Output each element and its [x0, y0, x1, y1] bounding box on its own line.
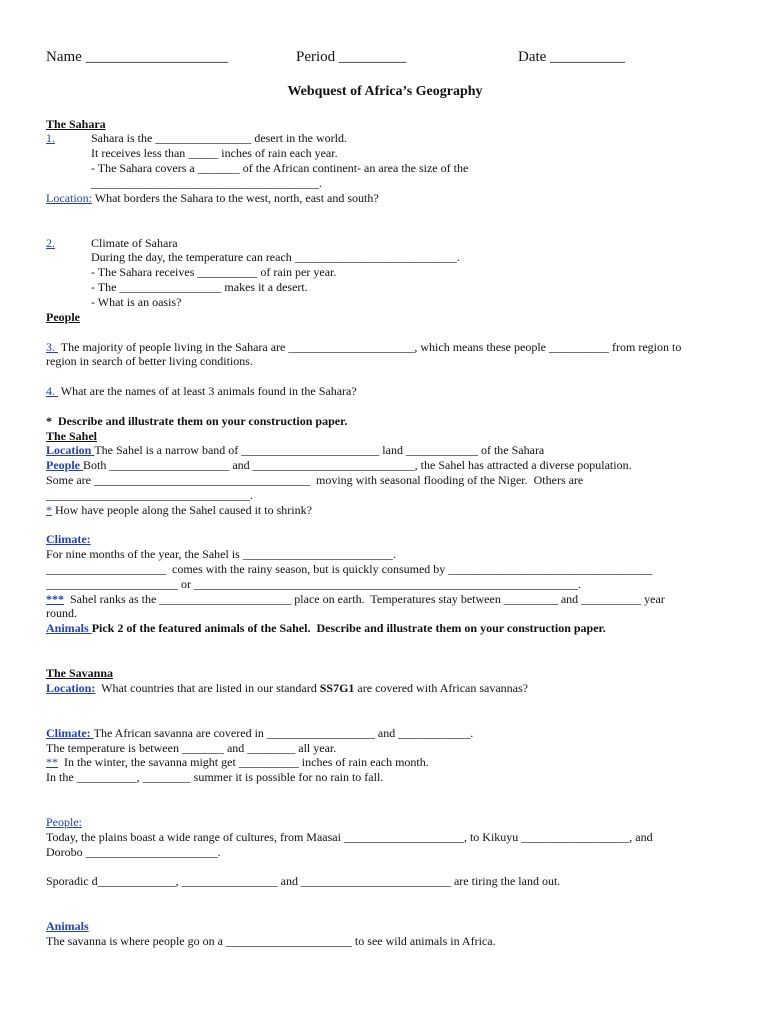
sahara-line-1: Sahara is the ________________ desert in the world.	[91, 131, 347, 145]
climate-line-5: - What is an oasis?	[91, 295, 182, 309]
sahara-line-2: It receives less than _____ inches of rain each year.	[91, 146, 338, 160]
sahel-climate-line-3: ______________________ or ________________________________________________________________.	[46, 577, 581, 591]
name-field-label: Name ___________________	[46, 49, 229, 65]
sahara-location-text: What borders the Sahara to the west, north, east and south?	[91, 191, 379, 205]
savanna-climate-line-4: In the __________, ________ summer it is possible for no rain to fall.	[46, 770, 384, 784]
question-3-number[interactable]: 3.	[46, 340, 58, 354]
sahel-star-link[interactable]: *	[46, 503, 52, 517]
question-2-number[interactable]: 2.	[46, 236, 55, 250]
sahel-people-text: Both ____________________ and ___________________________, the Sahel has attracted a diverse population.	[83, 458, 632, 472]
sahel-location-text: The Sahel is a narrow band of _______________________ land ____________ of the Sahara	[94, 443, 545, 457]
question-3-text: The majority of people living in the Sahara are _____________________, which means these people __________ from region to	[58, 340, 682, 354]
question-4-number[interactable]: 4.	[46, 384, 58, 398]
sahel-people-link[interactable]: People	[46, 458, 83, 472]
savanna-people-line-2: Dorobo ______________________.	[46, 845, 221, 859]
question-4-text: What are the names of at least 3 animals found in the Sahara?	[58, 384, 357, 398]
sahara-line-3: - The Sahara covers a _______ of the African continent- an area the size of the	[91, 161, 469, 175]
illustrate-note: * Describe and illustrate them on your construction paper.	[46, 414, 348, 428]
sahel-animals-line	[46, 621, 606, 635]
savanna-location-line	[46, 681, 528, 695]
sahel-climate-line-4	[46, 592, 665, 606]
sahel-people-line	[46, 458, 632, 472]
savanna-climate-text-1: The African savanna are covered in __________________ and ____________.	[93, 726, 474, 740]
sahel-animals-link[interactable]: Animals	[46, 621, 92, 635]
sahara-heading: The Sahara	[46, 117, 106, 131]
sahel-shrink-line	[46, 503, 312, 517]
climate-line-4: - The _________________ makes it a desert.	[91, 280, 308, 294]
standard-code: SS7G1	[319, 681, 355, 695]
period-field-label: Period _________	[296, 49, 407, 65]
savanna-heading: The Savanna	[46, 666, 114, 680]
savanna-climate-line-1	[46, 726, 473, 740]
sahel-some-line-1: Some are ____________________________________ moving with seasonal flooding of the Niger. Others are	[46, 473, 584, 487]
savanna-climate-line-3	[46, 755, 429, 769]
savanna-climate-link[interactable]: Climate:	[46, 726, 94, 740]
sahel-climate-line-1: For nine months of the year, the Sahel is _________________________.	[46, 547, 396, 561]
sahel-triple-star-link[interactable]: ***	[46, 592, 64, 606]
sahel-location-link[interactable]: Location	[46, 443, 95, 457]
sahel-heading: The Sahel	[46, 429, 98, 443]
sahel-climate-text-4: Sahel ranks as the ______________________ place on earth. Temperatures stay between _________ and __________ year	[64, 592, 665, 606]
sahel-climate-link[interactable]: Climate:	[46, 532, 91, 546]
savanna-people-line-3: Sporadic d_____________, ________________ and _________________________ are tiring the land out.	[46, 874, 561, 888]
sahel-climate-line-2: ____________________ comes with the rainy season, but is quickly consumed by __________________________________	[46, 562, 653, 576]
savanna-people-line-1: Today, the plains boast a wide range of cultures, from Maasai ____________________, to Kikuyu __________________, and	[46, 830, 653, 844]
savanna-animals-line: The savanna is where people go on a _____________________ to see wild animals in Africa.	[46, 934, 496, 948]
savanna-climate-line-2: The temperature is between _______ and ________ all year.	[46, 741, 337, 755]
question-4-line	[46, 384, 357, 398]
sahara-location-line	[46, 191, 379, 205]
sahara-line-4: ______________________________________.	[91, 176, 322, 190]
sahara-location-link[interactable]: Location:	[46, 191, 92, 205]
savanna-location-link[interactable]: Location:	[46, 681, 96, 695]
date-field-label: Date __________	[518, 49, 626, 65]
question-3-line-2: region in search of better living conditions.	[46, 354, 253, 368]
sahel-location-line	[46, 443, 544, 457]
savanna-double-star-link[interactable]: **	[46, 755, 58, 769]
question-1-number[interactable]: 1.	[46, 131, 55, 145]
savanna-climate-text-3: In the winter, the savanna might get __________ inches of rain each month.	[58, 755, 429, 769]
climate-line-3: - The Sahara receives __________ of rain per year.	[91, 265, 337, 279]
sahel-animals-text: Pick 2 of the featured animals of the Sahel. Describe and illustrate them on your construction paper.	[91, 621, 606, 635]
sahel-shrink-text: How have people along the Sahel caused it to shrink?	[52, 503, 312, 517]
question-3-line-1	[46, 340, 681, 354]
sahel-some-line-2: __________________________________.	[46, 488, 253, 502]
savanna-people-link[interactable]: People:	[46, 815, 82, 829]
savanna-animals-link[interactable]: Animals	[46, 919, 89, 933]
sahel-climate-line-5: round.	[46, 606, 77, 620]
savanna-location-text-b: are covered with African savannas?	[354, 681, 529, 695]
climate-line-2: During the day, the temperature can reach ___________________________.	[91, 250, 460, 264]
climate-line-1: Climate of Sahara	[91, 236, 178, 250]
savanna-location-text-a: What countries that are listed in our standard	[95, 681, 320, 695]
page-title: Webquest of Africa’s Geography	[287, 84, 483, 99]
people-heading: People	[46, 310, 80, 324]
